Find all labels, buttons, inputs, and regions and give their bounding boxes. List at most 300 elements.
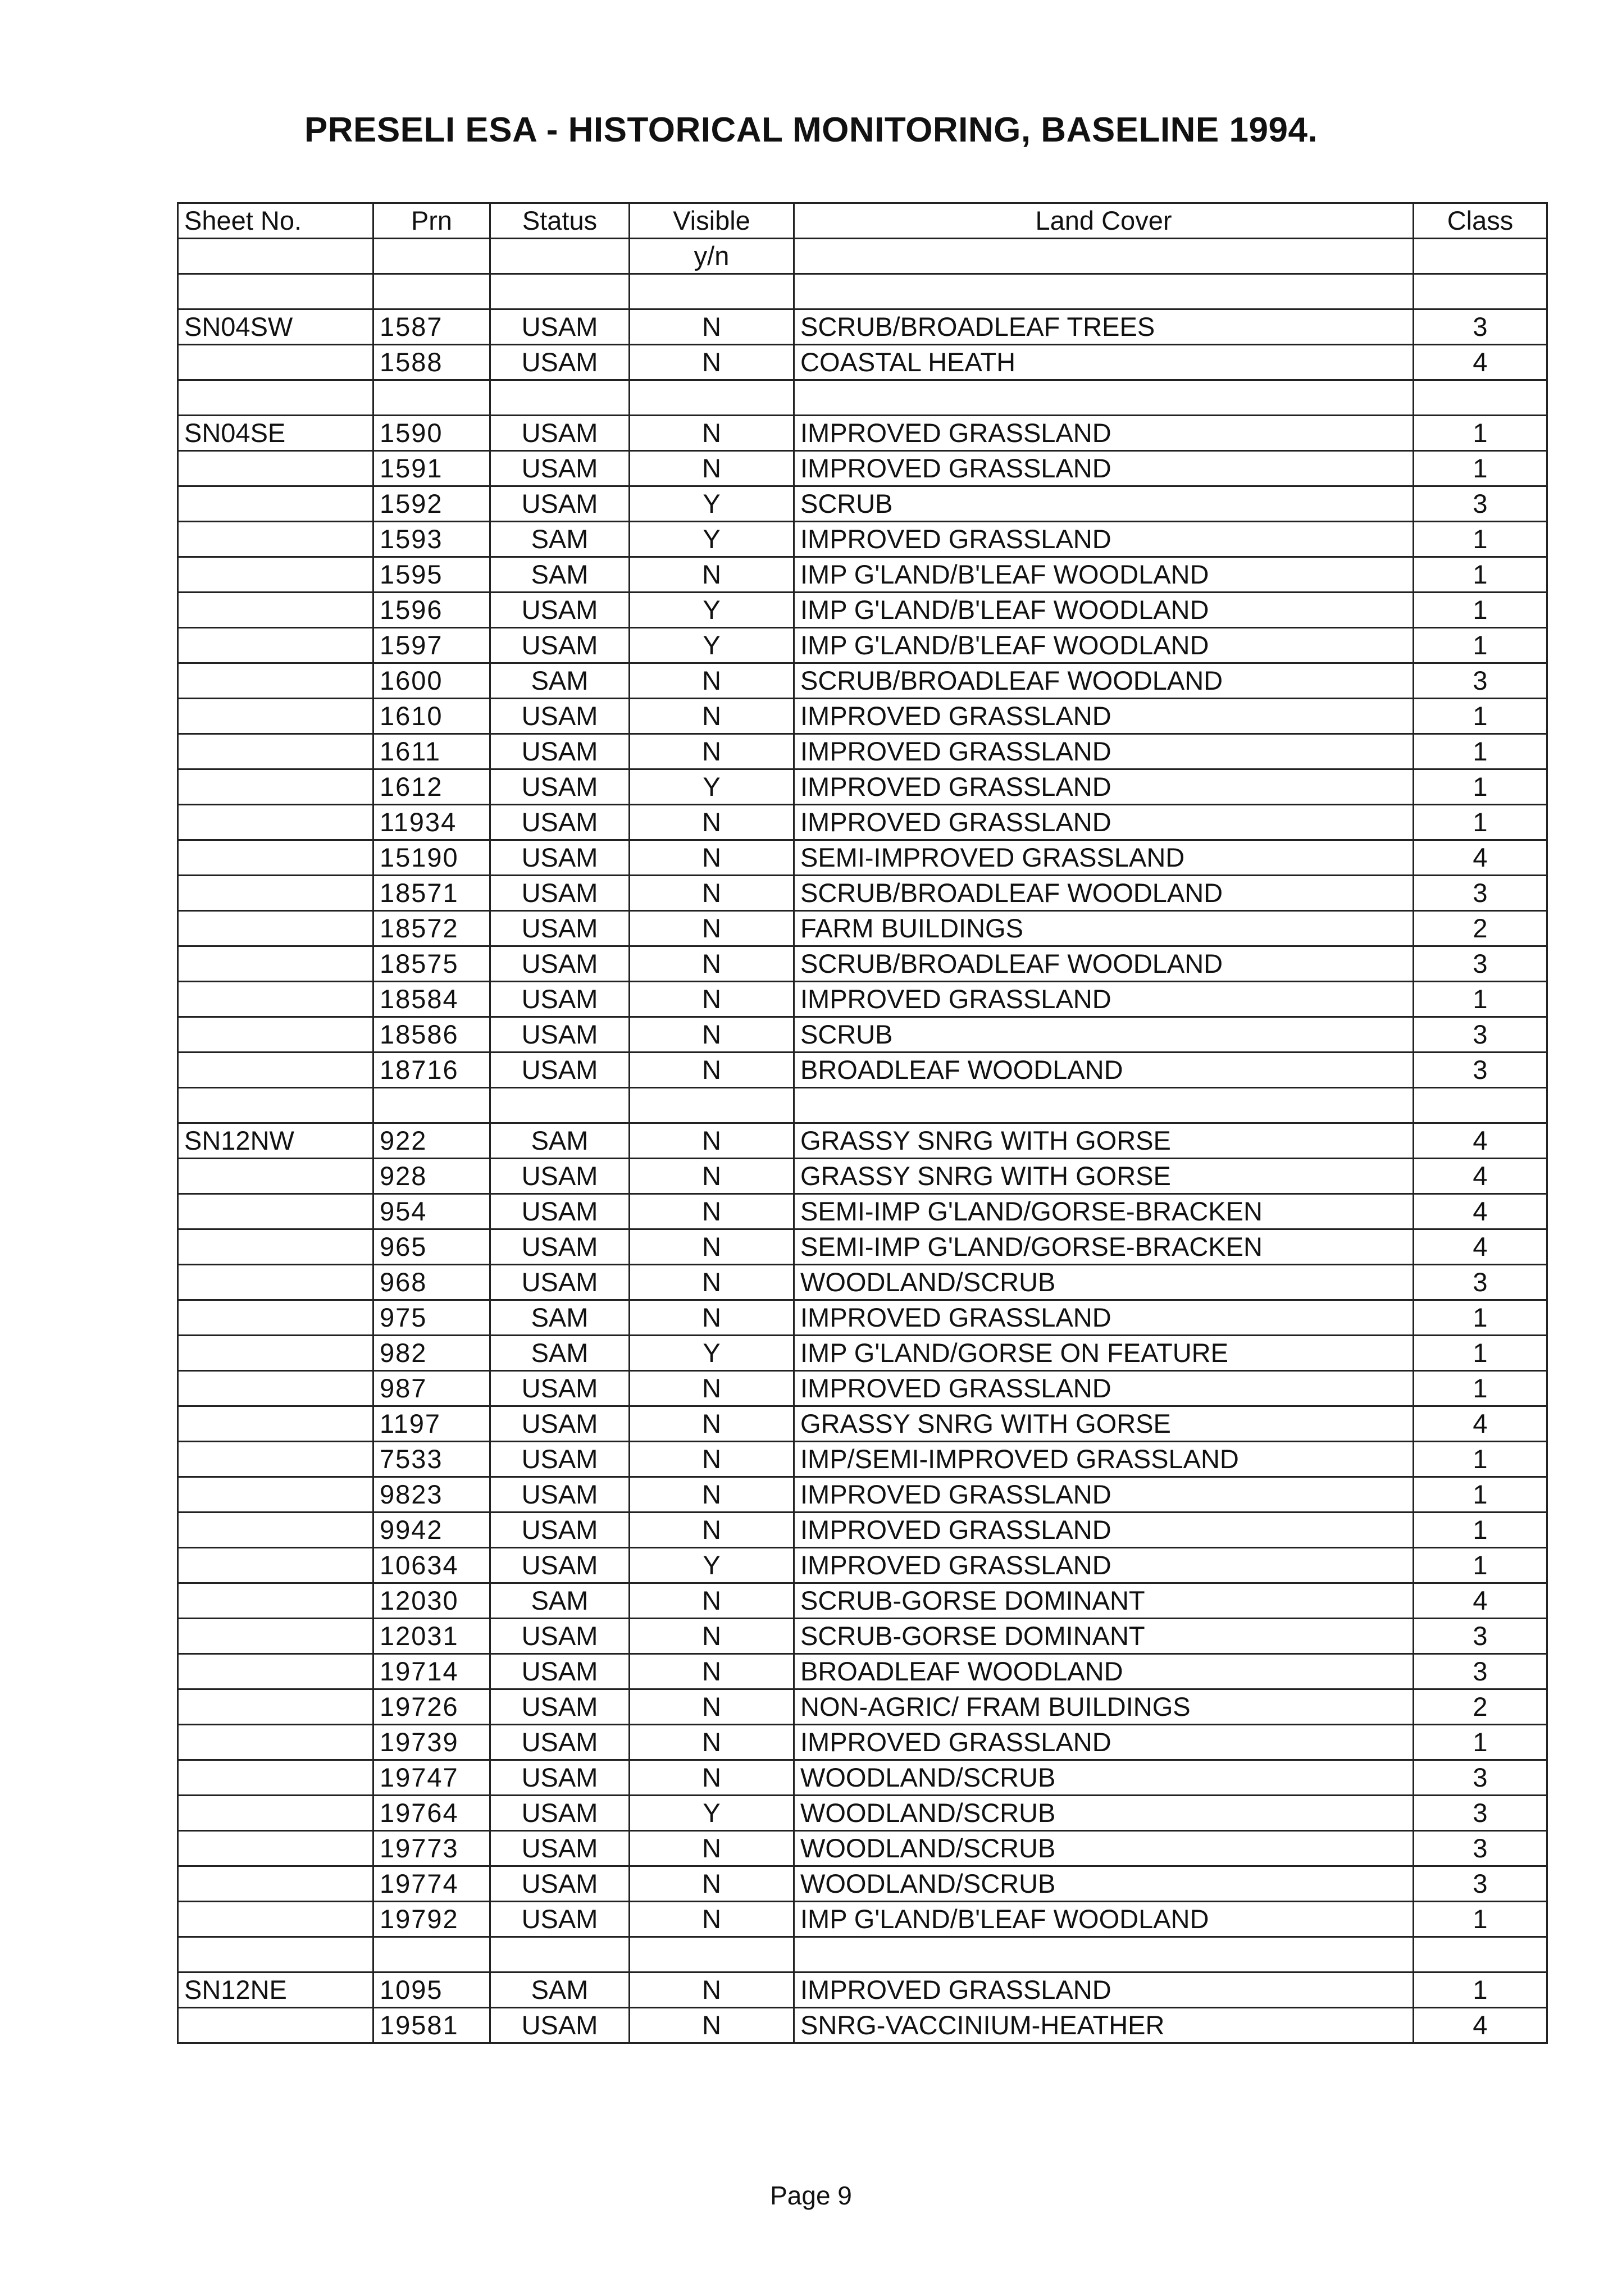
header-class: Class — [1414, 203, 1547, 239]
prn-cell: 10634 — [373, 1548, 490, 1583]
sheet-cell — [178, 593, 373, 628]
land-cover-cell: BROADLEAF WOODLAND — [794, 1053, 1414, 1088]
empty-cell — [1414, 1088, 1547, 1123]
prn-cell: 18716 — [373, 1053, 490, 1088]
status-cell: USAM — [490, 769, 630, 805]
sheet-cell — [178, 345, 373, 380]
land-cover-cell: IMP G'LAND/B'LEAF WOODLAND — [794, 1902, 1414, 1937]
visible-cell: N — [630, 805, 794, 840]
prn-cell: 965 — [373, 1229, 490, 1265]
table-row — [178, 1194, 1547, 1229]
empty-cell — [630, 1937, 794, 1972]
table-row — [178, 911, 1547, 946]
sheet-cell — [178, 1336, 373, 1371]
page-title: PRESELI ESA - HISTORICAL MONITORING, BASELINE 1994. — [304, 111, 1318, 149]
subheader-visible-yn: y/n — [630, 239, 794, 274]
sheet-cell — [178, 1477, 373, 1513]
visible-cell: N — [630, 1583, 794, 1619]
prn-cell: 19714 — [373, 1654, 490, 1689]
sheet-cell — [178, 628, 373, 663]
subheader-empty — [373, 239, 490, 274]
table-row — [178, 557, 1547, 593]
land-cover-cell: SCRUB/BROADLEAF WOODLAND — [794, 946, 1414, 982]
class-cell: 2 — [1414, 911, 1547, 946]
prn-cell: 1592 — [373, 486, 490, 522]
table-row — [178, 699, 1547, 734]
class-cell: 3 — [1414, 486, 1547, 522]
visible-cell: N — [630, 911, 794, 946]
class-cell: 1 — [1414, 805, 1547, 840]
status-cell: SAM — [490, 1336, 630, 1371]
table-row — [178, 1513, 1547, 1548]
visible-cell: N — [630, 1371, 794, 1406]
land-cover-cell: IMPROVED GRASSLAND — [794, 805, 1414, 840]
table-row — [178, 1159, 1547, 1194]
land-cover-cell: IMPROVED GRASSLAND — [794, 1477, 1414, 1513]
prn-cell: 9942 — [373, 1513, 490, 1548]
table-row — [178, 309, 1547, 345]
status-cell: USAM — [490, 309, 630, 345]
land-cover-cell: GRASSY SNRG WITH GORSE — [794, 1406, 1414, 1442]
visible-cell: N — [630, 1972, 794, 2008]
land-cover-cell: IMP G'LAND/GORSE ON FEATURE — [794, 1336, 1414, 1371]
visible-cell: N — [630, 1300, 794, 1336]
empty-cell — [490, 274, 630, 309]
table-row — [178, 1972, 1547, 2008]
sheet-cell — [178, 734, 373, 769]
land-cover-cell: WOODLAND/SCRUB — [794, 1866, 1414, 1902]
land-cover-cell: IMP/SEMI-IMPROVED GRASSLAND — [794, 1442, 1414, 1477]
sheet-cell — [178, 699, 373, 734]
table-row — [178, 2008, 1547, 2043]
class-cell: 4 — [1414, 1583, 1547, 1619]
empty-cell — [373, 274, 490, 309]
visible-cell: N — [630, 876, 794, 911]
class-cell: 3 — [1414, 1265, 1547, 1300]
class-cell: 3 — [1414, 1760, 1547, 1796]
table-row — [178, 1796, 1547, 1831]
visible-cell: N — [630, 1159, 794, 1194]
visible-cell: Y — [630, 593, 794, 628]
visible-cell: N — [630, 734, 794, 769]
land-cover-cell: GRASSY SNRG WITH GORSE — [794, 1123, 1414, 1159]
visible-cell: N — [630, 309, 794, 345]
table-header — [178, 203, 1547, 274]
class-cell: 1 — [1414, 1300, 1547, 1336]
status-cell: USAM — [490, 1265, 630, 1300]
sheet-cell — [178, 1796, 373, 1831]
subheader-empty — [794, 239, 1414, 274]
table-row — [178, 1831, 1547, 1866]
sheet-cell — [178, 911, 373, 946]
class-cell: 3 — [1414, 946, 1547, 982]
sheet-cell: SN04SW — [178, 309, 373, 345]
sheet-cell — [178, 1760, 373, 1796]
sheet-cell — [178, 1300, 373, 1336]
visible-cell: Y — [630, 1548, 794, 1583]
land-cover-cell: SEMI-IMP G'LAND/GORSE-BRACKEN — [794, 1194, 1414, 1229]
table-row — [178, 1406, 1547, 1442]
class-cell: 1 — [1414, 522, 1547, 557]
land-cover-cell: IMPROVED GRASSLAND — [794, 1548, 1414, 1583]
prn-cell: 982 — [373, 1336, 490, 1371]
status-cell: SAM — [490, 557, 630, 593]
prn-cell: 1612 — [373, 769, 490, 805]
class-cell: 4 — [1414, 345, 1547, 380]
header-row — [178, 203, 1547, 239]
empty-cell — [490, 380, 630, 416]
land-cover-cell: IMPROVED GRASSLAND — [794, 522, 1414, 557]
status-cell: USAM — [490, 1548, 630, 1583]
class-cell: 1 — [1414, 416, 1547, 451]
subheader-empty — [1414, 239, 1547, 274]
class-cell: 4 — [1414, 2008, 1547, 2043]
sheet-cell — [178, 1831, 373, 1866]
prn-cell: 18572 — [373, 911, 490, 946]
class-cell: 1 — [1414, 1513, 1547, 1548]
sheet-cell: SN12NE — [178, 1972, 373, 2008]
visible-cell: N — [630, 1442, 794, 1477]
prn-cell: 19581 — [373, 2008, 490, 2043]
land-cover-cell: SNRG-VACCINIUM-HEATHER — [794, 2008, 1414, 2043]
land-cover-cell: BROADLEAF WOODLAND — [794, 1654, 1414, 1689]
prn-cell: 1596 — [373, 593, 490, 628]
sheet-cell — [178, 982, 373, 1017]
class-cell: 2 — [1414, 1689, 1547, 1725]
status-cell: USAM — [490, 1689, 630, 1725]
class-cell: 1 — [1414, 1477, 1547, 1513]
prn-cell: 19792 — [373, 1902, 490, 1937]
land-cover-cell: IMPROVED GRASSLAND — [794, 416, 1414, 451]
visible-cell: N — [630, 1053, 794, 1088]
visible-cell: N — [630, 1123, 794, 1159]
prn-cell: 1197 — [373, 1406, 490, 1442]
class-cell: 1 — [1414, 1902, 1547, 1937]
sheet-cell — [178, 1619, 373, 1654]
prn-cell: 968 — [373, 1265, 490, 1300]
status-cell: USAM — [490, 1902, 630, 1937]
prn-cell: 1611 — [373, 734, 490, 769]
spacer-row — [178, 380, 1547, 416]
class-cell: 3 — [1414, 309, 1547, 345]
visible-cell: N — [630, 1902, 794, 1937]
empty-cell — [794, 274, 1414, 309]
prn-cell: 1095 — [373, 1972, 490, 2008]
prn-cell: 9823 — [373, 1477, 490, 1513]
empty-cell — [178, 1937, 373, 1972]
land-cover-cell: SEMI-IMPROVED GRASSLAND — [794, 840, 1414, 876]
prn-cell: 1610 — [373, 699, 490, 734]
visible-cell: N — [630, 557, 794, 593]
table-row — [178, 1902, 1547, 1937]
land-cover-cell: COASTAL HEATH — [794, 345, 1414, 380]
table-row — [178, 486, 1547, 522]
visible-cell: Y — [630, 628, 794, 663]
empty-cell — [178, 274, 373, 309]
sheet-cell — [178, 1866, 373, 1902]
table-row — [178, 769, 1547, 805]
table-row — [178, 1866, 1547, 1902]
subheader-empty — [178, 239, 373, 274]
class-cell: 1 — [1414, 769, 1547, 805]
visible-cell: N — [630, 1265, 794, 1300]
visible-cell: N — [630, 1654, 794, 1689]
prn-cell: 18571 — [373, 876, 490, 911]
sheet-cell — [178, 2008, 373, 2043]
status-cell: SAM — [490, 1123, 630, 1159]
visible-cell: N — [630, 1831, 794, 1866]
land-cover-cell: SCRUB — [794, 486, 1414, 522]
class-cell: 1 — [1414, 451, 1547, 486]
status-cell: USAM — [490, 1229, 630, 1265]
table-row — [178, 1760, 1547, 1796]
visible-cell: N — [630, 1866, 794, 1902]
prn-cell: 975 — [373, 1300, 490, 1336]
sheet-cell — [178, 1442, 373, 1477]
sheet-cell — [178, 1689, 373, 1725]
prn-cell: 928 — [373, 1159, 490, 1194]
empty-cell — [794, 1088, 1414, 1123]
status-cell: USAM — [490, 1796, 630, 1831]
empty-cell — [373, 380, 490, 416]
header-prn: Prn — [373, 203, 490, 239]
table-row — [178, 1583, 1547, 1619]
land-cover-cell: SEMI-IMP G'LAND/GORSE-BRACKEN — [794, 1229, 1414, 1265]
prn-cell: 7533 — [373, 1442, 490, 1477]
visible-cell: N — [630, 699, 794, 734]
sheet-cell — [178, 451, 373, 486]
sheet-cell — [178, 1654, 373, 1689]
class-cell: 1 — [1414, 699, 1547, 734]
sheet-cell — [178, 1548, 373, 1583]
header-visible: Visible — [630, 203, 794, 239]
status-cell: SAM — [490, 663, 630, 699]
status-cell: USAM — [490, 2008, 630, 2043]
sheet-cell — [178, 557, 373, 593]
land-cover-cell: GRASSY SNRG WITH GORSE — [794, 1159, 1414, 1194]
sheet-cell — [178, 1053, 373, 1088]
status-cell: USAM — [490, 1442, 630, 1477]
subheader-row — [178, 239, 1547, 274]
status-cell: USAM — [490, 416, 630, 451]
table-row — [178, 628, 1547, 663]
class-cell: 3 — [1414, 663, 1547, 699]
class-cell: 3 — [1414, 1796, 1547, 1831]
visible-cell: N — [630, 1194, 794, 1229]
visible-cell: N — [630, 982, 794, 1017]
sheet-cell — [178, 1406, 373, 1442]
class-cell: 4 — [1414, 1159, 1547, 1194]
sheet-cell — [178, 1513, 373, 1548]
status-cell: USAM — [490, 1477, 630, 1513]
class-cell: 1 — [1414, 734, 1547, 769]
status-cell: USAM — [490, 1194, 630, 1229]
land-cover-cell: IMPROVED GRASSLAND — [794, 769, 1414, 805]
status-cell: USAM — [490, 451, 630, 486]
prn-cell: 18584 — [373, 982, 490, 1017]
status-cell: USAM — [490, 734, 630, 769]
visible-cell: N — [630, 946, 794, 982]
sheet-cell — [178, 876, 373, 911]
land-cover-cell: IMP G'LAND/B'LEAF WOODLAND — [794, 557, 1414, 593]
table-row — [178, 946, 1547, 982]
table-row — [178, 1336, 1547, 1371]
status-cell: USAM — [490, 345, 630, 380]
class-cell: 1 — [1414, 593, 1547, 628]
spacer-row — [178, 1088, 1547, 1123]
empty-cell — [178, 380, 373, 416]
land-cover-cell: IMP G'LAND/B'LEAF WOODLAND — [794, 593, 1414, 628]
table-row — [178, 345, 1547, 380]
table-row — [178, 663, 1547, 699]
empty-cell — [1414, 380, 1547, 416]
status-cell: USAM — [490, 1371, 630, 1406]
status-cell: USAM — [490, 876, 630, 911]
prn-cell: 922 — [373, 1123, 490, 1159]
empty-cell — [1414, 274, 1547, 309]
sheet-cell — [178, 1902, 373, 1937]
header-sheet-no: Sheet No. — [178, 203, 373, 239]
visible-cell: N — [630, 1477, 794, 1513]
empty-cell — [373, 1088, 490, 1123]
class-cell: 3 — [1414, 1831, 1547, 1866]
prn-cell: 1593 — [373, 522, 490, 557]
land-cover-cell: IMPROVED GRASSLAND — [794, 982, 1414, 1017]
class-cell: 3 — [1414, 1017, 1547, 1053]
class-cell: 4 — [1414, 1229, 1547, 1265]
land-cover-cell: IMPROVED GRASSLAND — [794, 451, 1414, 486]
status-cell: USAM — [490, 805, 630, 840]
class-cell: 4 — [1414, 1406, 1547, 1442]
empty-cell — [490, 1088, 630, 1123]
empty-cell — [794, 380, 1414, 416]
prn-cell: 19773 — [373, 1831, 490, 1866]
class-cell: 1 — [1414, 1725, 1547, 1760]
prn-cell: 15190 — [373, 840, 490, 876]
sheet-cell — [178, 1725, 373, 1760]
empty-cell — [490, 1937, 630, 1972]
empty-cell — [630, 1088, 794, 1123]
prn-cell: 18575 — [373, 946, 490, 982]
visible-cell: N — [630, 1689, 794, 1725]
land-cover-cell: SCRUB/BROADLEAF TREES — [794, 309, 1414, 345]
land-cover-cell: SCRUB — [794, 1017, 1414, 1053]
class-cell: 1 — [1414, 628, 1547, 663]
land-cover-cell: WOODLAND/SCRUB — [794, 1265, 1414, 1300]
status-cell: USAM — [490, 1053, 630, 1088]
sheet-cell — [178, 522, 373, 557]
class-cell: 3 — [1414, 1053, 1547, 1088]
prn-cell: 19726 — [373, 1689, 490, 1725]
visible-cell: N — [630, 1760, 794, 1796]
header-status: Status — [490, 203, 630, 239]
monitoring-table — [177, 202, 1548, 2044]
visible-cell: N — [630, 1406, 794, 1442]
land-cover-cell: IMPROVED GRASSLAND — [794, 1513, 1414, 1548]
status-cell: SAM — [490, 522, 630, 557]
empty-cell — [178, 1088, 373, 1123]
class-cell: 1 — [1414, 1371, 1547, 1406]
spacer-row — [178, 1937, 1547, 1972]
status-cell: USAM — [490, 593, 630, 628]
visible-cell: N — [630, 1017, 794, 1053]
prn-cell: 12031 — [373, 1619, 490, 1654]
prn-cell: 1600 — [373, 663, 490, 699]
visible-cell: N — [630, 1725, 794, 1760]
prn-cell: 12030 — [373, 1583, 490, 1619]
sheet-cell — [178, 1371, 373, 1406]
sheet-cell — [178, 1583, 373, 1619]
sheet-cell — [178, 486, 373, 522]
table-row — [178, 1123, 1547, 1159]
empty-cell — [630, 380, 794, 416]
sheet-cell — [178, 663, 373, 699]
table-row — [178, 451, 1547, 486]
prn-cell: 19764 — [373, 1796, 490, 1831]
land-cover-cell: IMPROVED GRASSLAND — [794, 699, 1414, 734]
status-cell: USAM — [490, 699, 630, 734]
prn-cell: 1590 — [373, 416, 490, 451]
status-cell: USAM — [490, 486, 630, 522]
land-cover-cell: WOODLAND/SCRUB — [794, 1796, 1414, 1831]
table-row — [178, 876, 1547, 911]
class-cell: 3 — [1414, 1866, 1547, 1902]
land-cover-cell: SCRUB/BROADLEAF WOODLAND — [794, 663, 1414, 699]
status-cell: USAM — [490, 982, 630, 1017]
prn-cell: 1588 — [373, 345, 490, 380]
status-cell: USAM — [490, 1654, 630, 1689]
land-cover-cell: WOODLAND/SCRUB — [794, 1831, 1414, 1866]
land-cover-cell: IMPROVED GRASSLAND — [794, 1300, 1414, 1336]
land-cover-cell: FARM BUILDINGS — [794, 911, 1414, 946]
table-row — [178, 734, 1547, 769]
land-cover-cell: IMP G'LAND/B'LEAF WOODLAND — [794, 628, 1414, 663]
visible-cell: N — [630, 1513, 794, 1548]
table-body — [178, 274, 1547, 2043]
land-cover-cell: IMPROVED GRASSLAND — [794, 1371, 1414, 1406]
sheet-cell: SN04SE — [178, 416, 373, 451]
land-cover-cell: IMPROVED GRASSLAND — [794, 1972, 1414, 2008]
status-cell: USAM — [490, 911, 630, 946]
visible-cell: N — [630, 1229, 794, 1265]
status-cell: SAM — [490, 1300, 630, 1336]
sheet-cell: SN12NW — [178, 1123, 373, 1159]
prn-cell: 1597 — [373, 628, 490, 663]
land-cover-cell: IMPROVED GRASSLAND — [794, 734, 1414, 769]
table-row — [178, 416, 1547, 451]
status-cell: USAM — [490, 840, 630, 876]
table-row — [178, 982, 1547, 1017]
table-row — [178, 522, 1547, 557]
table-row — [178, 840, 1547, 876]
header-land-cover: Land Cover — [794, 203, 1414, 239]
visible-cell: Y — [630, 769, 794, 805]
sheet-cell — [178, 1229, 373, 1265]
prn-cell: 1595 — [373, 557, 490, 593]
class-cell: 1 — [1414, 982, 1547, 1017]
land-cover-cell: SCRUB-GORSE DOMINANT — [794, 1583, 1414, 1619]
class-cell: 4 — [1414, 840, 1547, 876]
prn-cell: 11934 — [373, 805, 490, 840]
class-cell: 1 — [1414, 1336, 1547, 1371]
table-row — [178, 805, 1547, 840]
sheet-cell — [178, 1159, 373, 1194]
visible-cell: N — [630, 840, 794, 876]
class-cell: 1 — [1414, 1972, 1547, 2008]
empty-cell — [630, 274, 794, 309]
empty-cell — [794, 1937, 1414, 1972]
status-cell: USAM — [490, 628, 630, 663]
